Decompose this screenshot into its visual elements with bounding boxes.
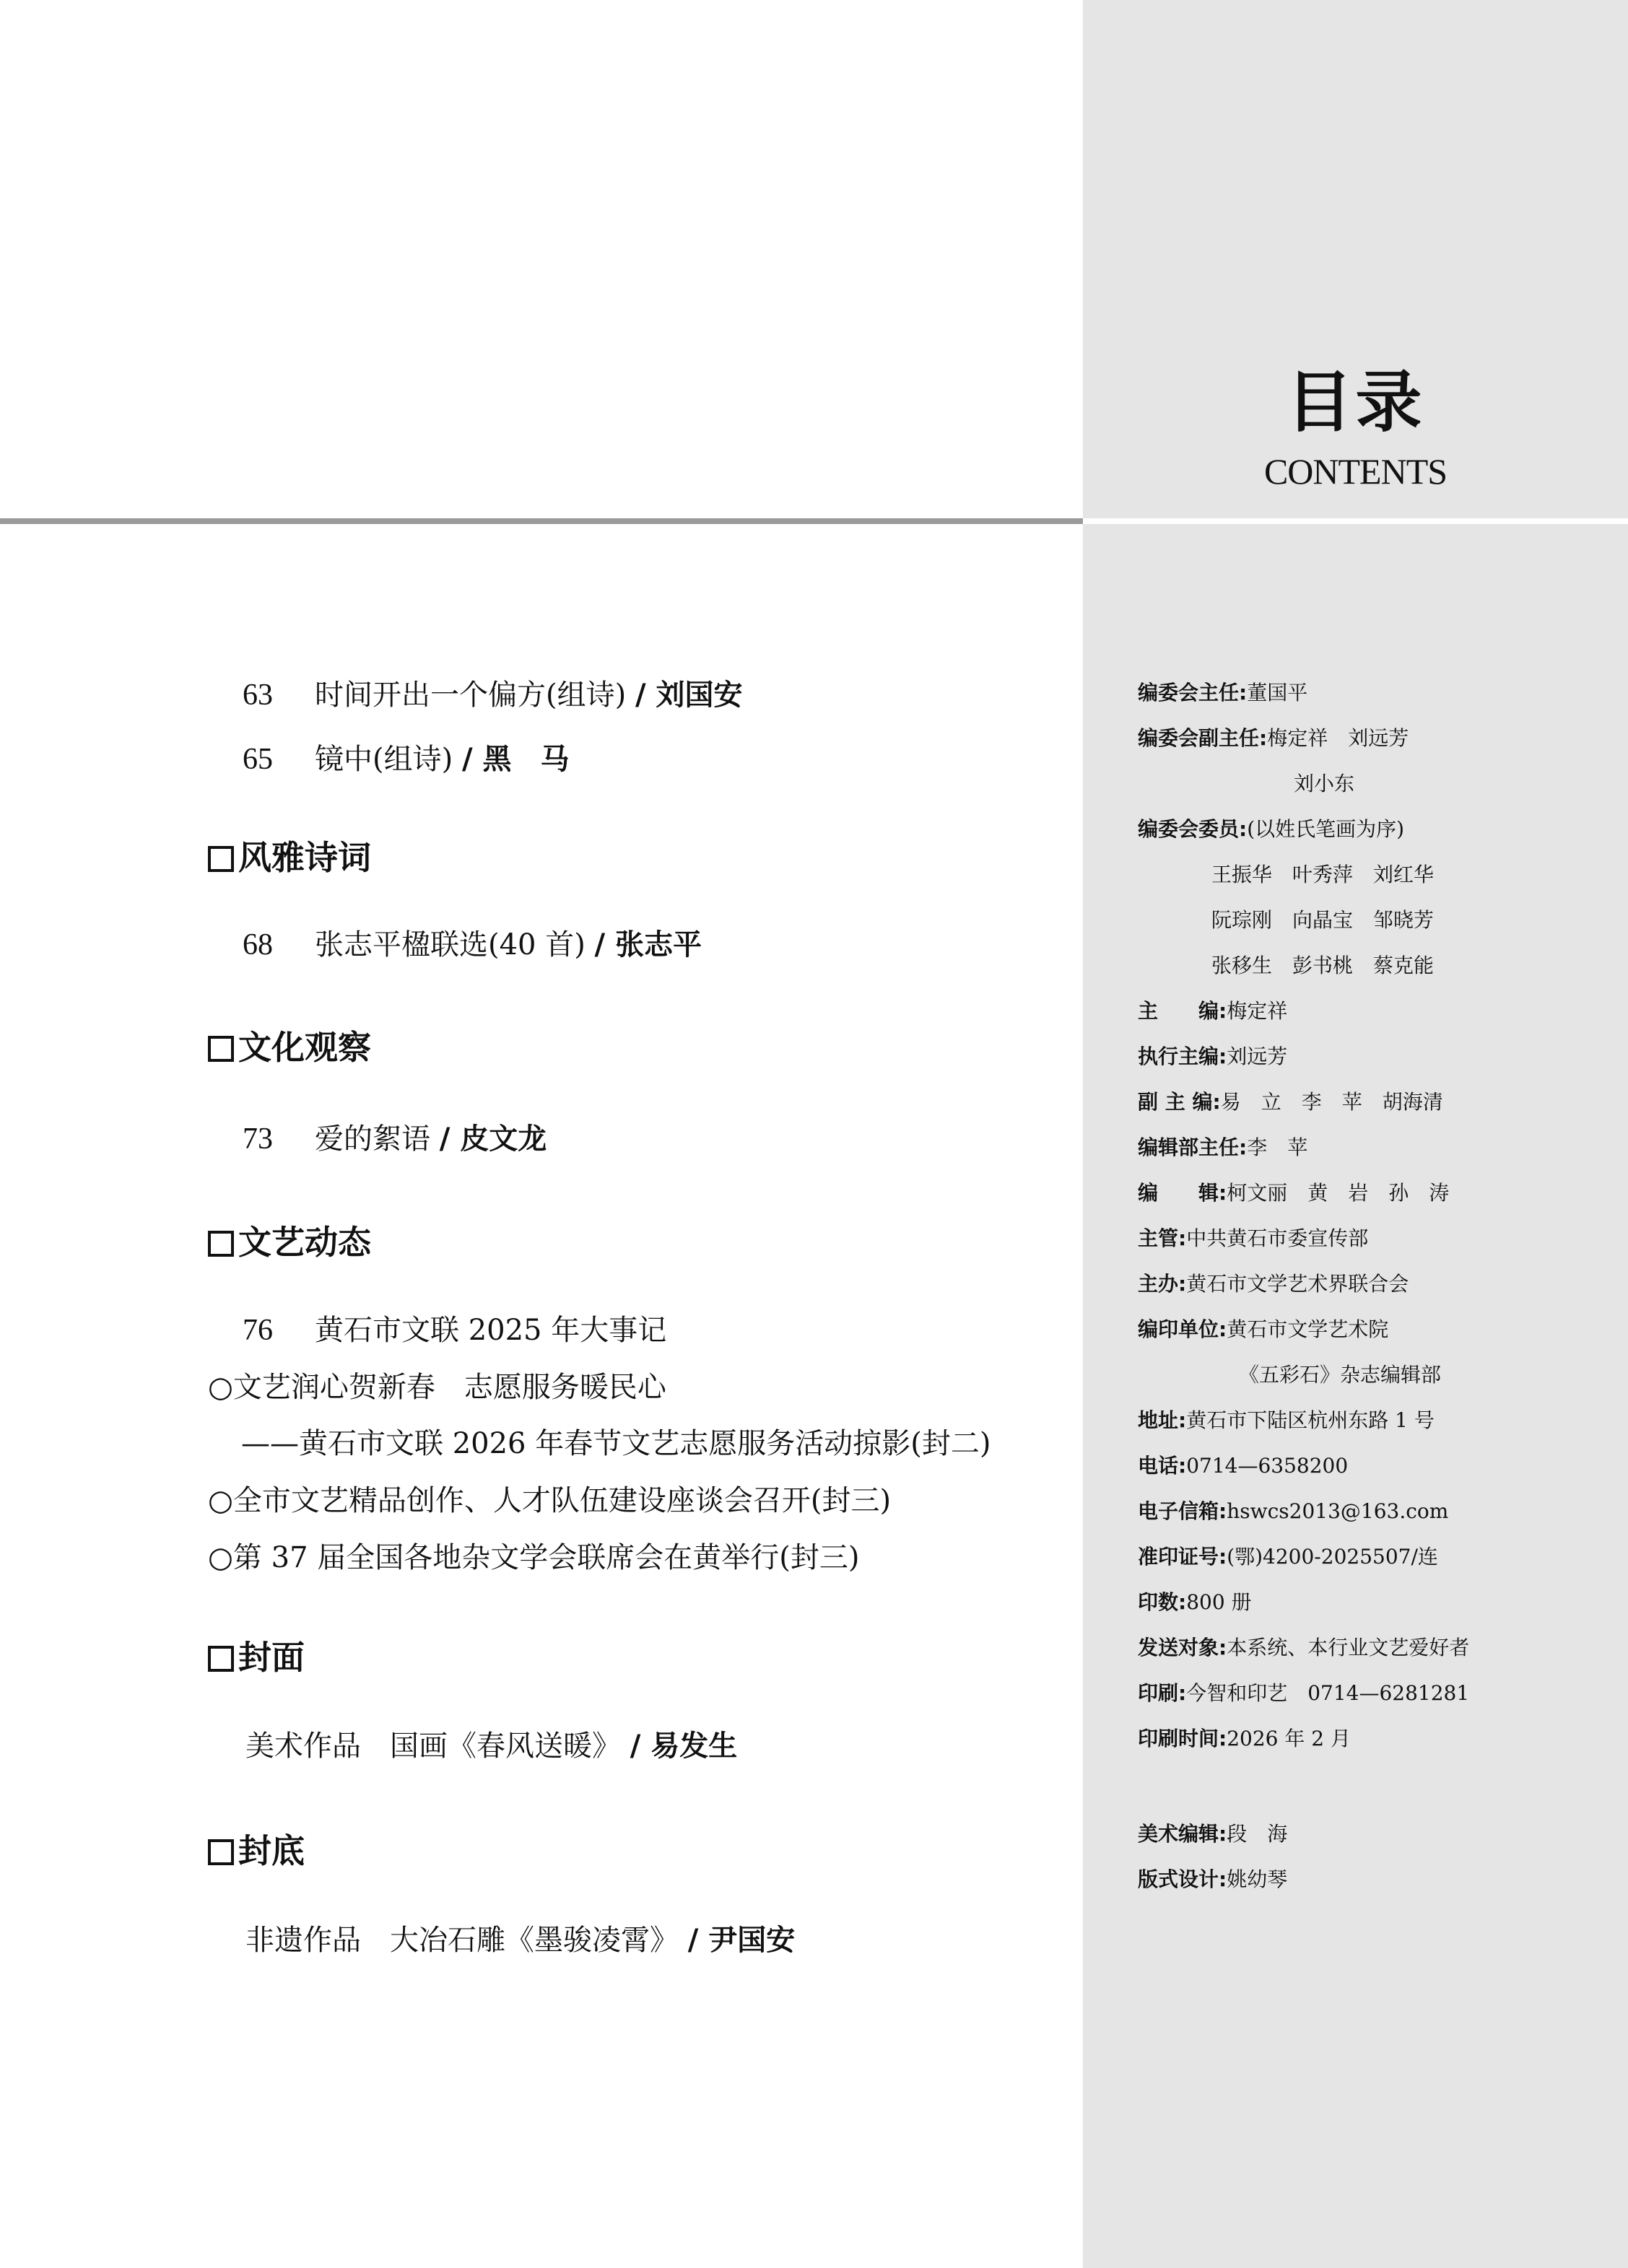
toc-entry-author: / 刘国安	[635, 679, 743, 712]
cover-credit: 美术作品 国画《春风送暖》 / 易发生	[245, 1730, 738, 1763]
news-item: ○第 37 届全国各地杂文学会联席会在黄举行(封三)	[208, 1541, 860, 1574]
page-title: 目录	[1286, 364, 1425, 441]
news-item: ○全市文艺精品创作、人才队伍建设座谈会召开(封三)	[208, 1484, 892, 1517]
toc-entry-title: 张志平楹联选(40 首)	[315, 928, 586, 961]
toc-entry-author: / 张志平	[594, 928, 702, 961]
masthead-line: 版式设计:姚幼琴	[1138, 1867, 1288, 1891]
masthead-line: 张移生 彭书桃 蔡克能	[1211, 954, 1435, 977]
masthead-line: 编印单位:黄石市文学艺术院	[1138, 1317, 1389, 1341]
news-item-subtitle: ——黄石市文联 2026 年春节文艺志愿服务活动掠影(封二)	[241, 1427, 991, 1460]
masthead-line: 阮琮刚 向晶宝 邹晓芳	[1211, 908, 1435, 932]
square-bullet-icon	[208, 846, 234, 872]
masthead-line: 准印证号:(鄂)4200-2025507/连	[1138, 1545, 1438, 1569]
masthead-line: 《五彩石》杂志编辑部	[1239, 1363, 1442, 1387]
section-heading: 封面	[208, 1636, 305, 1679]
square-bullet-icon	[208, 1231, 234, 1257]
masthead-line: 刘小东	[1294, 772, 1355, 795]
toc-page-number: 76	[243, 1314, 273, 1347]
section-heading: 封底	[208, 1829, 305, 1872]
toc-page-number: 63	[243, 679, 273, 712]
toc-entry-title: 时间开出一个偏方(组诗)	[315, 679, 627, 712]
masthead-line: 执行主编:刘远芳	[1138, 1044, 1288, 1068]
masthead-line: 主办:黄石市文学艺术界联合会	[1138, 1272, 1409, 1296]
masthead-line: 印数:800 册	[1138, 1590, 1252, 1614]
toc-entry-author: / 皮文龙	[439, 1122, 547, 1156]
masthead-line: 发送对象:本系统、本行业文艺爱好者	[1138, 1636, 1470, 1659]
news-item: ○文艺润心贺新春 志愿服务暖民心	[208, 1371, 666, 1404]
toc-entry[interactable]	[243, 675, 742, 715]
toc-entry[interactable]	[243, 1310, 666, 1351]
toc-entry-title: 爱的絮语	[315, 1122, 430, 1156]
toc-page-number: 68	[243, 928, 273, 961]
toc-entry[interactable]	[243, 739, 569, 780]
masthead-line: 主 编:梅定祥	[1138, 999, 1288, 1023]
section-heading: 风雅诗词	[208, 836, 371, 879]
masthead-line: 主管:中共黄石市委宣传部	[1138, 1226, 1369, 1250]
square-bullet-icon	[208, 1646, 234, 1672]
masthead-line: 电子信箱:hswcs2013@163.com	[1138, 1499, 1449, 1523]
toc-page-number: 65	[243, 743, 273, 776]
masthead-line: 副 主 编:易 立 李 苹 胡海清	[1138, 1090, 1443, 1114]
panel-divider	[1083, 518, 1628, 524]
page-subtitle: CONTENTS	[1263, 451, 1448, 492]
masthead-line: 印刷:今智和印艺 0714—6281281	[1138, 1681, 1470, 1705]
header-divider	[0, 518, 1083, 524]
toc-entry-author: / 黑 马	[461, 743, 570, 776]
masthead-line: 编辑部主任:李 苹	[1138, 1135, 1308, 1159]
masthead-line: 美术编辑:段 海	[1138, 1822, 1288, 1846]
toc-page-number: 73	[243, 1122, 273, 1156]
masthead-line: 编委会主任:董国平	[1138, 681, 1308, 705]
masthead-line: 地址:黄石市下陆区杭州东路 1 号	[1138, 1408, 1435, 1432]
toc-entry[interactable]	[243, 1119, 547, 1159]
section-heading: 文艺动态	[208, 1221, 371, 1264]
square-bullet-icon	[208, 1839, 234, 1865]
masthead-line: 印刷时间:2026 年 2 月	[1138, 1727, 1351, 1750]
masthead-line: 编委会委员:(以姓氏笔画为序)	[1138, 817, 1405, 841]
masthead-line: 编委会副主任:梅定祥 刘远芳	[1138, 726, 1409, 750]
masthead-line: 编 辑:柯文丽 黄 岩 孙 涛	[1138, 1181, 1450, 1205]
toc-entry-title: 镜中(组诗)	[315, 743, 453, 776]
masthead-line: 王振华 叶秀萍 刘红华	[1211, 863, 1435, 886]
toc-entry-title: 黄石市文联 2025 年大事记	[315, 1314, 667, 1347]
section-heading: 文化观察	[208, 1026, 371, 1069]
masthead-line: 电话:0714—6358200	[1138, 1454, 1349, 1478]
back-cover-credit: 非遗作品 大冶石雕《墨骏凌霄》 / 尹国安	[245, 1924, 796, 1957]
toc-entry[interactable]	[243, 925, 702, 965]
square-bullet-icon	[208, 1036, 234, 1062]
